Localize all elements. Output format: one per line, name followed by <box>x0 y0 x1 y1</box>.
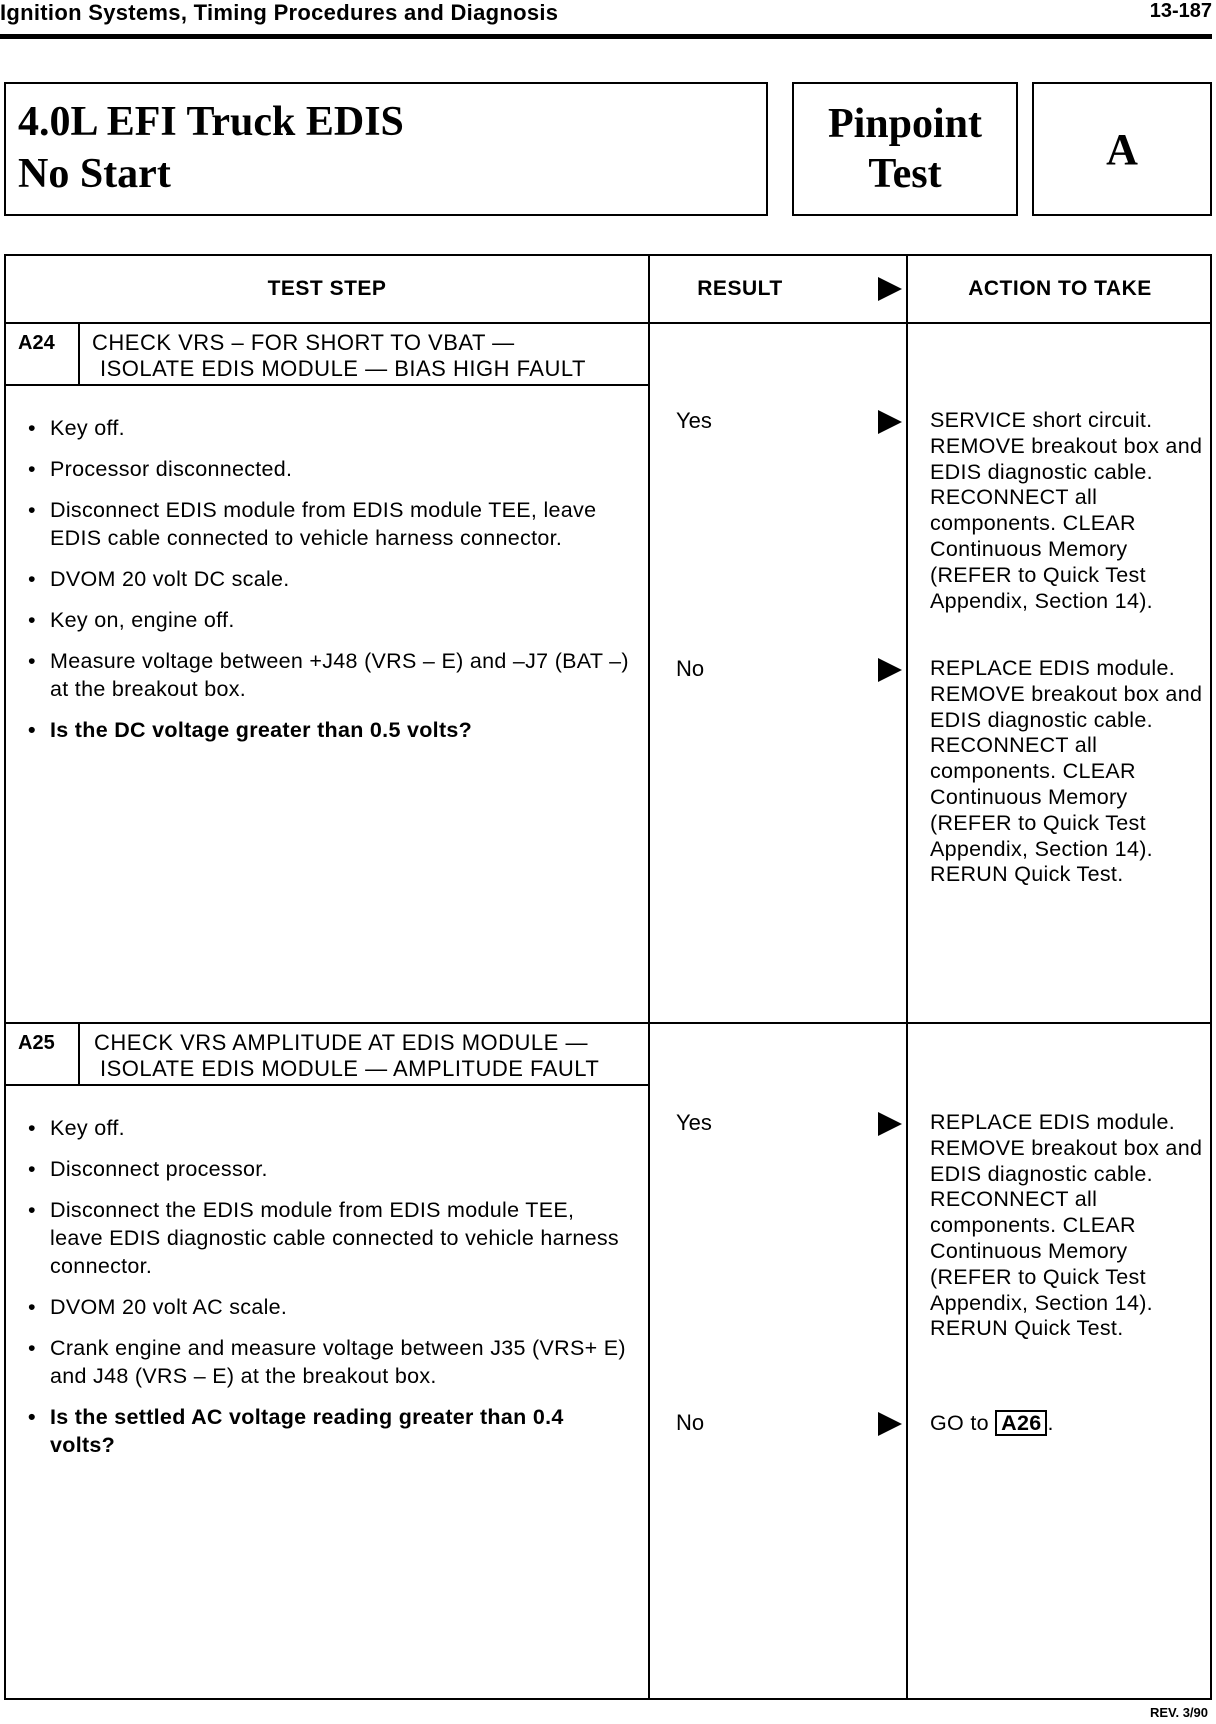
action-text: REPLACE EDIS module. REMOVE breakout box and EDIS diagnostic cable. RECONNECT all components. CLEAR Continuous Memory (REFER to Quick Test Appendix, Section 14). RERUN Quick Test. <box>930 1110 1203 1341</box>
instruction-item: • Disconnect EDIS module from EDIS module TEE, leave EDIS cable connected to vehicle harness connector. <box>26 496 632 552</box>
step-title-line2: ISOLATE EDIS MODULE — AMPLITUDE FAULT <box>100 1056 600 1081</box>
column-header-result: RESULT <box>697 277 783 300</box>
step-divider <box>6 1022 1210 1024</box>
step-id: A24 <box>18 332 55 354</box>
instruction-item: • Crank engine and measure voltage between J35 (VRS+ E) and J48 (VRS – E) at the breakout box. <box>26 1334 632 1390</box>
instruction-item: • Key on, engine off. <box>26 606 632 634</box>
step-title-divider <box>6 384 650 386</box>
instruction-item: • DVOM 20 volt DC scale. <box>26 565 632 593</box>
test-letter-box <box>1032 82 1212 216</box>
action-text <box>930 1410 1206 1437</box>
result-arrow-icon <box>878 658 902 682</box>
test-title-line2: No Start <box>18 151 171 197</box>
page-number: 13-187 <box>1149 0 1212 22</box>
step-title-divider <box>6 1084 650 1086</box>
instruction-item: • DVOM 20 volt AC scale. <box>26 1293 632 1321</box>
result-arrow-icon <box>878 410 902 434</box>
result-arrow-icon <box>878 1412 902 1436</box>
step-question: • Is the settled AC voltage reading greater than 0.4 volts? <box>26 1403 632 1459</box>
test-letter: A <box>1106 124 1138 174</box>
pinpoint-label-line1: Pinpoint <box>827 101 983 147</box>
revision-label: REV. 3/90 <box>1149 1705 1208 1720</box>
action-text: REPLACE EDIS module. REMOVE breakout box and EDIS diagnostic cable. RECONNECT all components. CLEAR Continuous Memory (REFER to Quick Test Appendix, Section 14). RERUN Quick Test. <box>930 656 1203 887</box>
step-id-divider <box>78 324 80 384</box>
column-divider-action <box>906 256 908 1698</box>
step-title-line2: ISOLATE EDIS MODULE — BIAS HIGH FAULT <box>100 356 586 381</box>
instruction-item: • Disconnect processor. <box>26 1155 632 1183</box>
instruction-item: • Measure voltage between +J48 (VRS – E) and –J7 (BAT –) at the breakout box. <box>26 647 632 703</box>
header-rule <box>0 34 1212 39</box>
step-title-line1: CHECK VRS – FOR SHORT TO VBAT — <box>92 330 515 355</box>
instruction-item: • Processor disconnected. <box>26 455 632 483</box>
goto-text: GO to <box>930 1411 989 1435</box>
page-header-title: Ignition Systems, Timing Procedures and Diagnosis <box>0 0 559 25</box>
result-label-yes: Yes <box>676 1110 712 1135</box>
instruction-item: • Key off. <box>26 1114 632 1142</box>
header-divider <box>6 322 1210 324</box>
result-arrow-icon <box>878 1112 902 1136</box>
result-arrow-icon <box>878 277 902 301</box>
column-divider-result <box>648 256 650 1698</box>
pinpoint-test-table <box>4 254 1212 1700</box>
result-label-no: No <box>676 1410 705 1435</box>
step-instructions <box>26 414 632 757</box>
step-id-divider <box>78 1024 80 1084</box>
test-title-line1: 4.0L EFI Truck EDIS <box>18 99 404 145</box>
result-label-no: No <box>676 656 705 681</box>
goto-suffix: . <box>1047 1411 1054 1435</box>
test-title-box <box>4 82 768 216</box>
result-label-yes: Yes <box>676 408 712 433</box>
step-id: A25 <box>18 1032 55 1054</box>
pinpoint-label-line2: Test <box>868 151 942 197</box>
step-question: • Is the DC voltage greater than 0.5 volts? <box>26 716 632 744</box>
pinpoint-test-box <box>792 82 1018 216</box>
action-text: SERVICE short circuit. REMOVE breakout box and EDIS diagnostic cable. RECONNECT all components. CLEAR Continuous Memory (REFER to Quick Test Appendix, Section 14). <box>930 408 1203 613</box>
step-title-line1: CHECK VRS AMPLITUDE AT EDIS MODULE — <box>94 1030 588 1055</box>
instruction-item: • Key off. <box>26 414 632 442</box>
step-instructions <box>26 1114 632 1472</box>
column-header-action: ACTION TO TAKE <box>968 277 1152 300</box>
goto-step-link[interactable]: A26 <box>995 1410 1047 1436</box>
column-header-test-step: TEST STEP <box>267 277 387 300</box>
instruction-item: • Disconnect the EDIS module from EDIS module TEE, leave EDIS diagnostic cable connected to vehicle harness connector. <box>26 1196 632 1280</box>
